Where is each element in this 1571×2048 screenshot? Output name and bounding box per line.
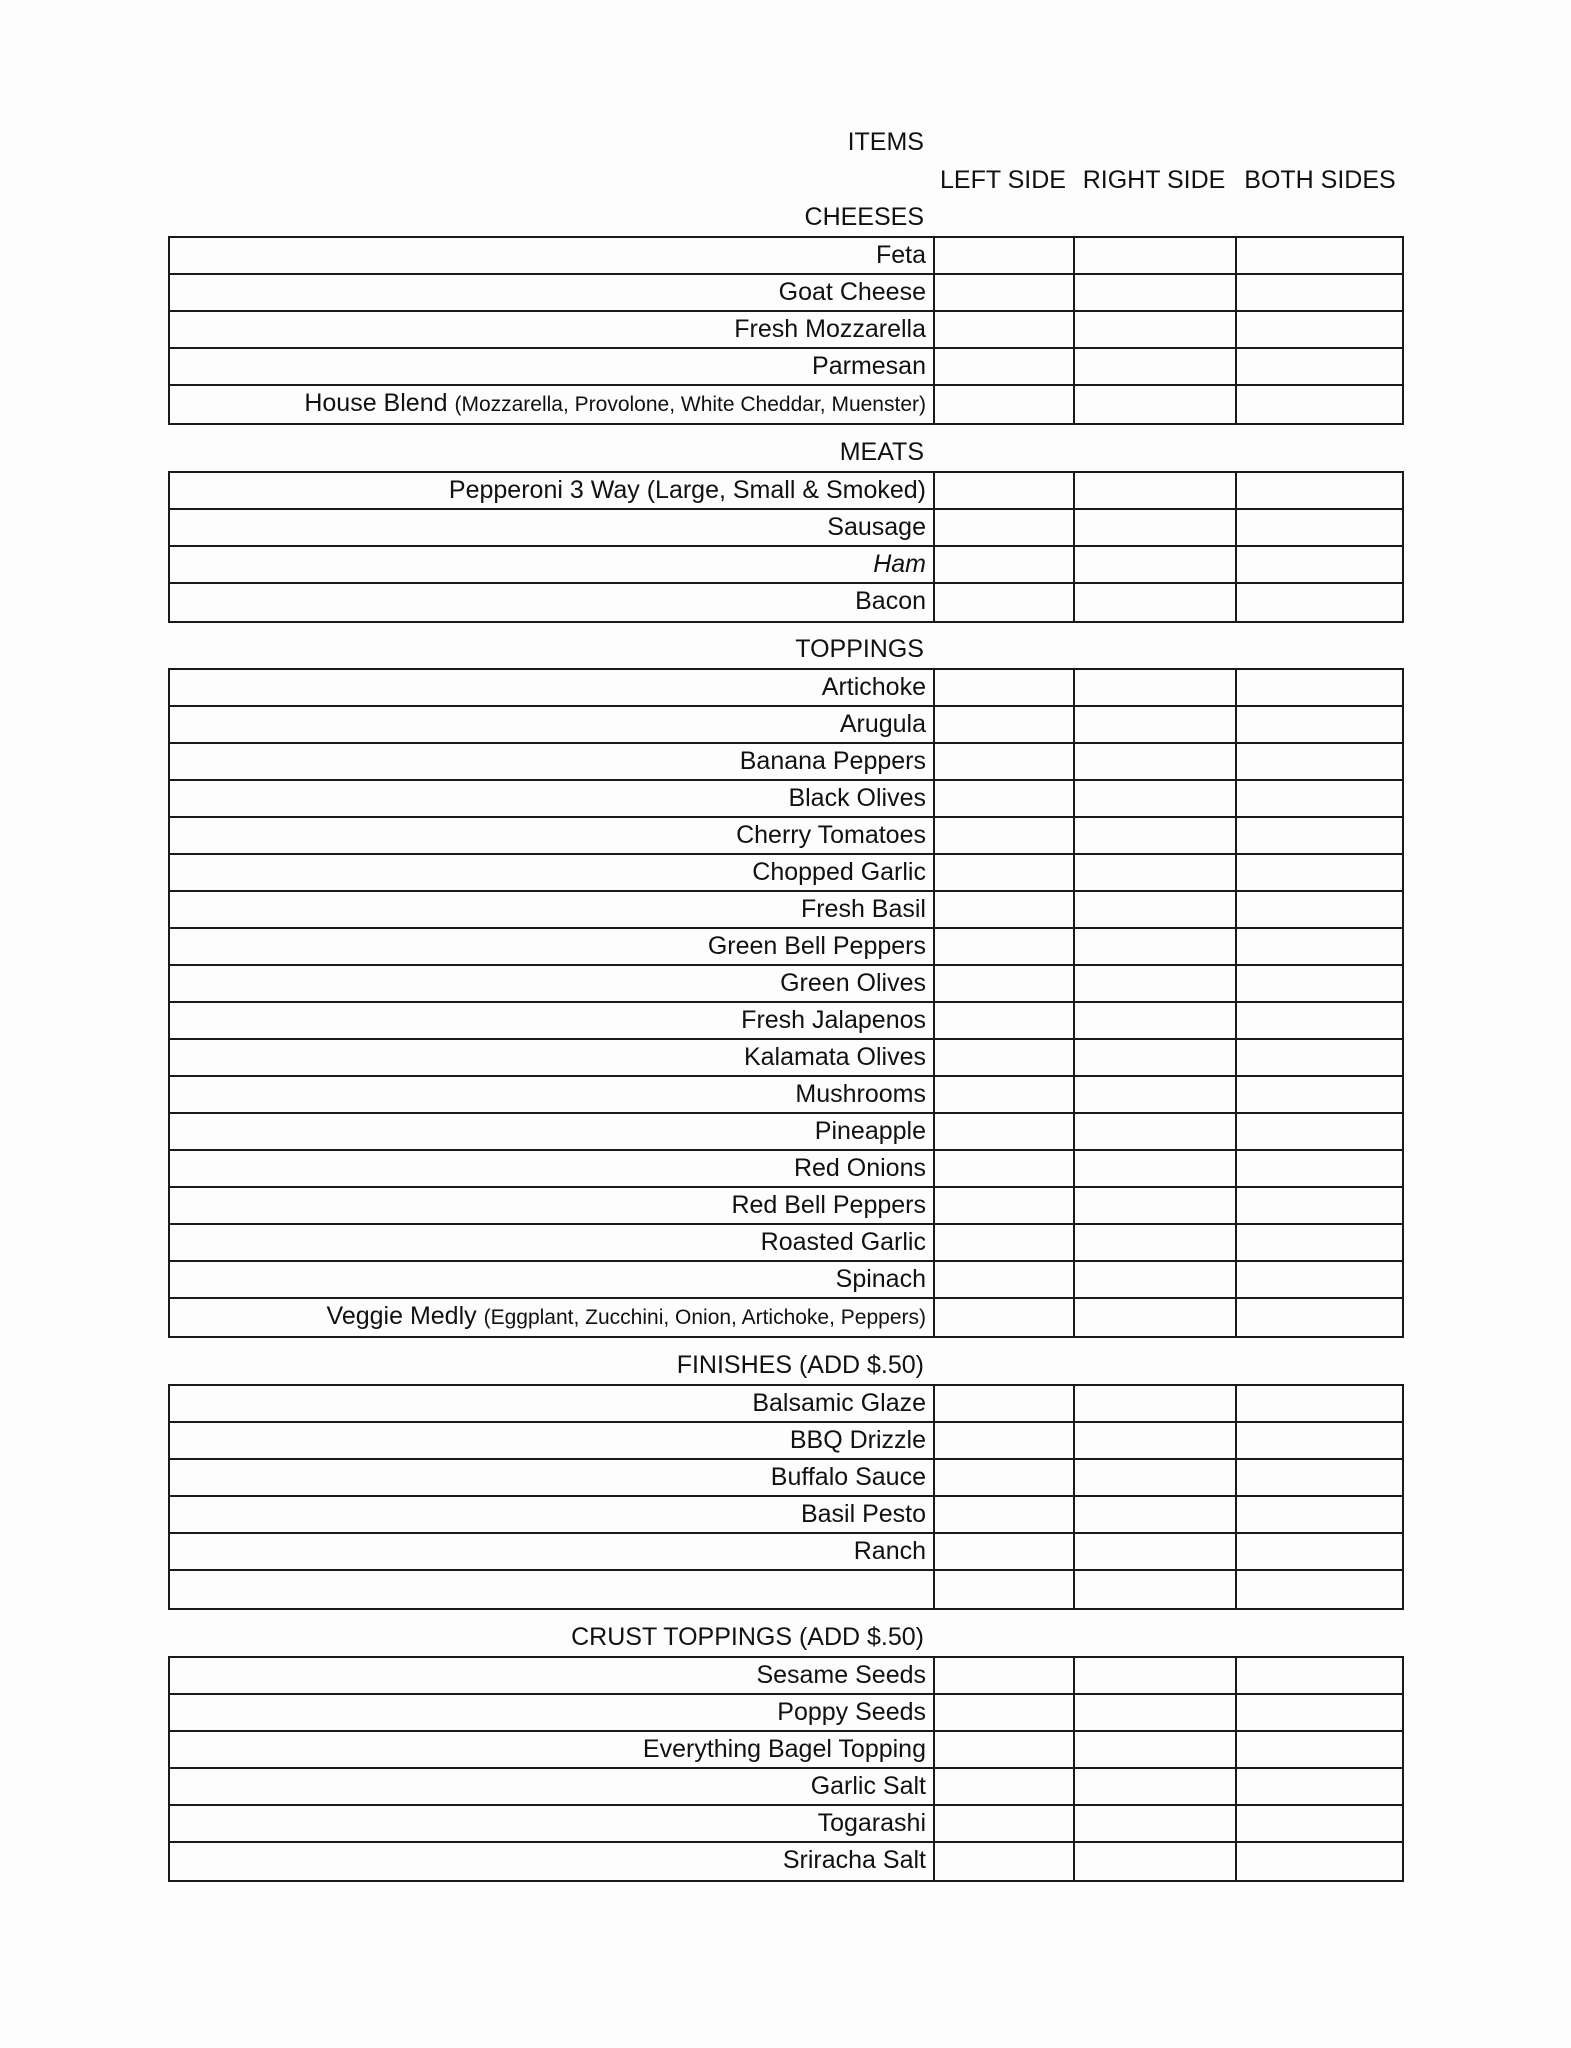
both-sides-checkbox[interactable] bbox=[1237, 1386, 1402, 1421]
item-note: (Mozzarella, Provolone, White Cheddar, Muenster) bbox=[454, 393, 926, 416]
table-row bbox=[170, 473, 1402, 510]
section-toppings bbox=[168, 630, 1404, 1338]
left-side-checkbox[interactable] bbox=[935, 1497, 1075, 1532]
right-side-checkbox[interactable] bbox=[1075, 670, 1237, 705]
cheeses-grid bbox=[168, 236, 1404, 425]
right-side-checkbox[interactable] bbox=[1075, 1151, 1237, 1186]
left-side-checkbox[interactable] bbox=[935, 892, 1075, 927]
item-label: Sesame Seeds bbox=[170, 1658, 935, 1693]
table-row bbox=[170, 1769, 1402, 1806]
right-side-checkbox[interactable] bbox=[1075, 1040, 1237, 1075]
right-side-checkbox[interactable] bbox=[1075, 1843, 1237, 1880]
table-row bbox=[170, 1077, 1402, 1114]
right-side-checkbox[interactable] bbox=[1075, 1732, 1237, 1767]
left-side-checkbox[interactable] bbox=[935, 584, 1075, 621]
item-label: Sriracha Salt bbox=[170, 1843, 935, 1880]
left-side-checkbox[interactable] bbox=[935, 275, 1075, 310]
item-label: Parmesan bbox=[170, 349, 935, 384]
left-side-checkbox[interactable] bbox=[935, 707, 1075, 742]
item-label: Veggie Medly (Eggplant, Zucchini, Onion, Artichoke, Peppers) bbox=[170, 1299, 935, 1336]
left-side-checkbox[interactable] bbox=[935, 1077, 1075, 1112]
crust-toppings-grid bbox=[168, 1656, 1404, 1882]
left-side-checkbox[interactable] bbox=[935, 1732, 1075, 1767]
right-side-checkbox[interactable] bbox=[1075, 744, 1237, 779]
left-side-checkbox[interactable] bbox=[935, 781, 1075, 816]
left-side-checkbox[interactable] bbox=[935, 238, 1075, 273]
table-row bbox=[170, 1423, 1402, 1460]
item-label: Arugula bbox=[170, 707, 935, 742]
section-title: CRUST TOPPINGS (ADD $.50) bbox=[571, 1623, 924, 1651]
meats-grid bbox=[168, 471, 1404, 623]
right-side-checkbox[interactable] bbox=[1075, 1806, 1237, 1841]
both-sides-checkbox[interactable] bbox=[1237, 1040, 1402, 1075]
item-label: Mushrooms bbox=[170, 1077, 935, 1112]
both-sides-checkbox[interactable] bbox=[1237, 1571, 1402, 1608]
right-side-checkbox[interactable] bbox=[1075, 1769, 1237, 1804]
table-row bbox=[170, 670, 1402, 707]
table-row bbox=[170, 855, 1402, 892]
item-label: Ranch bbox=[170, 1534, 935, 1569]
item-label: Togarashi bbox=[170, 1806, 935, 1841]
table-row bbox=[170, 1114, 1402, 1151]
left-side-checkbox[interactable] bbox=[935, 1534, 1075, 1569]
column-header-both-sides: BOTH SIDES bbox=[1244, 166, 1396, 194]
table-row bbox=[170, 744, 1402, 781]
finishes-grid bbox=[168, 1384, 1404, 1610]
right-side-checkbox[interactable] bbox=[1075, 349, 1237, 384]
both-sides-checkbox[interactable] bbox=[1237, 1225, 1402, 1260]
items-heading: ITEMS bbox=[847, 128, 924, 156]
table-row bbox=[170, 1262, 1402, 1299]
both-sides-checkbox[interactable] bbox=[1237, 1423, 1402, 1458]
left-side-checkbox[interactable] bbox=[935, 929, 1075, 964]
left-side-checkbox[interactable] bbox=[935, 818, 1075, 853]
table-row bbox=[170, 1003, 1402, 1040]
right-side-checkbox[interactable] bbox=[1075, 510, 1237, 545]
table-row bbox=[170, 1497, 1402, 1534]
section-title: CHEESES bbox=[804, 203, 924, 231]
both-sides-checkbox[interactable] bbox=[1237, 707, 1402, 742]
both-sides-checkbox[interactable] bbox=[1237, 966, 1402, 1001]
right-side-checkbox[interactable] bbox=[1075, 547, 1237, 582]
table-row bbox=[170, 1225, 1402, 1262]
left-side-checkbox[interactable] bbox=[935, 1040, 1075, 1075]
right-side-checkbox[interactable] bbox=[1075, 1299, 1237, 1336]
table-row bbox=[170, 707, 1402, 744]
both-sides-checkbox[interactable] bbox=[1237, 892, 1402, 927]
both-sides-checkbox[interactable] bbox=[1237, 1732, 1402, 1767]
item-label: Black Olives bbox=[170, 781, 935, 816]
table-row bbox=[170, 1806, 1402, 1843]
both-sides-checkbox[interactable] bbox=[1237, 1299, 1402, 1336]
table-row bbox=[170, 238, 1402, 275]
right-side-checkbox[interactable] bbox=[1075, 855, 1237, 890]
item-label: Chopped Garlic bbox=[170, 855, 935, 890]
item-label: Spinach bbox=[170, 1262, 935, 1297]
right-side-checkbox[interactable] bbox=[1075, 584, 1237, 621]
item-label: Green Olives bbox=[170, 966, 935, 1001]
both-sides-checkbox[interactable] bbox=[1237, 275, 1402, 310]
both-sides-checkbox[interactable] bbox=[1237, 238, 1402, 273]
both-sides-checkbox[interactable] bbox=[1237, 1460, 1402, 1495]
right-side-checkbox[interactable] bbox=[1075, 892, 1237, 927]
table-row bbox=[170, 1571, 1402, 1608]
table-row bbox=[170, 275, 1402, 312]
item-label: Sausage bbox=[170, 510, 935, 545]
left-side-checkbox[interactable] bbox=[935, 1151, 1075, 1186]
left-side-checkbox[interactable] bbox=[935, 1423, 1075, 1458]
left-side-checkbox[interactable] bbox=[935, 1769, 1075, 1804]
column-headers bbox=[0, 162, 1571, 198]
item-note: (Eggplant, Zucchini, Onion, Artichoke, Peppers) bbox=[483, 1306, 926, 1329]
both-sides-checkbox[interactable] bbox=[1237, 1114, 1402, 1149]
section-cheeses bbox=[168, 198, 1404, 425]
item-label: Red Onions bbox=[170, 1151, 935, 1186]
item-label: Bacon bbox=[170, 584, 935, 621]
table-row bbox=[170, 349, 1402, 386]
item-label: Poppy Seeds bbox=[170, 1695, 935, 1730]
left-side-checkbox[interactable] bbox=[935, 966, 1075, 1001]
item-label: Everything Bagel Topping bbox=[170, 1732, 935, 1767]
both-sides-checkbox[interactable] bbox=[1237, 1151, 1402, 1186]
right-side-checkbox[interactable] bbox=[1075, 1423, 1237, 1458]
right-side-checkbox[interactable] bbox=[1075, 1114, 1237, 1149]
right-side-checkbox[interactable] bbox=[1075, 707, 1237, 742]
both-sides-checkbox[interactable] bbox=[1237, 510, 1402, 545]
right-side-checkbox[interactable] bbox=[1075, 1188, 1237, 1223]
both-sides-checkbox[interactable] bbox=[1237, 1534, 1402, 1569]
item-label: Pepperoni 3 Way (Large, Small & Smoked) bbox=[170, 473, 935, 508]
right-side-checkbox[interactable] bbox=[1075, 966, 1237, 1001]
both-sides-checkbox[interactable] bbox=[1237, 473, 1402, 508]
right-side-checkbox[interactable] bbox=[1075, 386, 1237, 423]
item-label: Cherry Tomatoes bbox=[170, 818, 935, 853]
item-label: Fresh Mozzarella bbox=[170, 312, 935, 347]
table-row bbox=[170, 584, 1402, 621]
both-sides-checkbox[interactable] bbox=[1237, 1188, 1402, 1223]
left-side-checkbox[interactable] bbox=[935, 855, 1075, 890]
item-label: Goat Cheese bbox=[170, 275, 935, 310]
left-side-checkbox[interactable] bbox=[935, 1114, 1075, 1149]
left-side-checkbox[interactable] bbox=[935, 1386, 1075, 1421]
item-label: Red Bell Peppers bbox=[170, 1188, 935, 1223]
item-label: Buffalo Sauce bbox=[170, 1460, 935, 1495]
item-label: Feta bbox=[170, 238, 935, 273]
section-title: MEATS bbox=[839, 438, 924, 466]
section-title: FINISHES (ADD $.50) bbox=[676, 1351, 924, 1379]
item-label: Kalamata Olives bbox=[170, 1040, 935, 1075]
both-sides-checkbox[interactable] bbox=[1237, 1806, 1402, 1841]
right-side-checkbox[interactable] bbox=[1075, 275, 1237, 310]
table-row bbox=[170, 966, 1402, 1003]
item-label: Ham bbox=[170, 547, 935, 582]
item-label: BBQ Drizzle bbox=[170, 1423, 935, 1458]
both-sides-checkbox[interactable] bbox=[1237, 1497, 1402, 1532]
toppings-grid bbox=[168, 668, 1404, 1338]
left-side-checkbox[interactable] bbox=[935, 1658, 1075, 1693]
item-label: Garlic Salt bbox=[170, 1769, 935, 1804]
left-side-checkbox[interactable] bbox=[935, 1571, 1075, 1608]
section-crust-toppings bbox=[168, 1618, 1404, 1882]
right-side-checkbox[interactable] bbox=[1075, 238, 1237, 273]
item-label: Fresh Basil bbox=[170, 892, 935, 927]
left-side-checkbox[interactable] bbox=[935, 1460, 1075, 1495]
right-side-checkbox[interactable] bbox=[1075, 1386, 1237, 1421]
left-side-checkbox[interactable] bbox=[935, 1188, 1075, 1223]
right-side-checkbox[interactable] bbox=[1075, 1460, 1237, 1495]
section-title: TOPPINGS bbox=[795, 635, 924, 663]
right-side-checkbox[interactable] bbox=[1075, 473, 1237, 508]
right-side-checkbox[interactable] bbox=[1075, 1497, 1237, 1532]
table-row bbox=[170, 1843, 1402, 1880]
right-side-checkbox[interactable] bbox=[1075, 1225, 1237, 1260]
table-row bbox=[170, 1386, 1402, 1423]
right-side-checkbox[interactable] bbox=[1075, 1077, 1237, 1112]
left-side-checkbox[interactable] bbox=[935, 1695, 1075, 1730]
section-finishes bbox=[168, 1346, 1404, 1610]
left-side-checkbox[interactable] bbox=[935, 1262, 1075, 1297]
table-row bbox=[170, 1460, 1402, 1497]
both-sides-checkbox[interactable] bbox=[1237, 818, 1402, 853]
both-sides-checkbox[interactable] bbox=[1237, 744, 1402, 779]
table-row bbox=[170, 1040, 1402, 1077]
left-side-checkbox[interactable] bbox=[935, 349, 1075, 384]
table-row bbox=[170, 1658, 1402, 1695]
both-sides-checkbox[interactable] bbox=[1237, 349, 1402, 384]
right-side-checkbox[interactable] bbox=[1075, 312, 1237, 347]
left-side-checkbox[interactable] bbox=[935, 312, 1075, 347]
table-row bbox=[170, 781, 1402, 818]
both-sides-checkbox[interactable] bbox=[1237, 1658, 1402, 1693]
both-sides-checkbox[interactable] bbox=[1237, 1769, 1402, 1804]
table-row bbox=[170, 1732, 1402, 1769]
right-side-checkbox[interactable] bbox=[1075, 1534, 1237, 1569]
left-side-checkbox[interactable] bbox=[935, 473, 1075, 508]
right-side-checkbox[interactable] bbox=[1075, 1003, 1237, 1038]
left-side-checkbox[interactable] bbox=[935, 1225, 1075, 1260]
item-label: House Blend (Mozzarella, Provolone, White Cheddar, Muenster) bbox=[170, 386, 935, 423]
both-sides-checkbox[interactable] bbox=[1237, 929, 1402, 964]
both-sides-checkbox[interactable] bbox=[1237, 547, 1402, 582]
item-label: Banana Peppers bbox=[170, 744, 935, 779]
left-side-checkbox[interactable] bbox=[935, 547, 1075, 582]
table-row bbox=[170, 1534, 1402, 1571]
table-row bbox=[170, 1299, 1402, 1336]
both-sides-checkbox[interactable] bbox=[1237, 1077, 1402, 1112]
table-row bbox=[170, 929, 1402, 966]
item-label: Fresh Jalapenos bbox=[170, 1003, 935, 1038]
right-side-checkbox[interactable] bbox=[1075, 1262, 1237, 1297]
table-row bbox=[170, 1695, 1402, 1732]
left-side-checkbox[interactable] bbox=[935, 1003, 1075, 1038]
left-side-checkbox[interactable] bbox=[935, 1843, 1075, 1880]
column-header-right-side: RIGHT SIDE bbox=[1082, 166, 1226, 194]
left-side-checkbox[interactable] bbox=[935, 510, 1075, 545]
right-side-checkbox[interactable] bbox=[1075, 1695, 1237, 1730]
left-side-checkbox[interactable] bbox=[935, 744, 1075, 779]
item-label: Green Bell Peppers bbox=[170, 929, 935, 964]
item-label: Roasted Garlic bbox=[170, 1225, 935, 1260]
table-row bbox=[170, 312, 1402, 349]
left-side-checkbox[interactable] bbox=[935, 670, 1075, 705]
right-side-checkbox[interactable] bbox=[1075, 818, 1237, 853]
both-sides-checkbox[interactable] bbox=[1237, 781, 1402, 816]
both-sides-checkbox[interactable] bbox=[1237, 670, 1402, 705]
table-row bbox=[170, 547, 1402, 584]
both-sides-checkbox[interactable] bbox=[1237, 1003, 1402, 1038]
item-label: Balsamic Glaze bbox=[170, 1386, 935, 1421]
table-row bbox=[170, 386, 1402, 423]
left-side-checkbox[interactable] bbox=[935, 1806, 1075, 1841]
table-row bbox=[170, 1188, 1402, 1225]
both-sides-checkbox[interactable] bbox=[1237, 855, 1402, 890]
left-side-checkbox[interactable] bbox=[935, 1299, 1075, 1336]
both-sides-checkbox[interactable] bbox=[1237, 386, 1402, 423]
right-side-checkbox[interactable] bbox=[1075, 1658, 1237, 1693]
column-header-left-side: LEFT SIDE bbox=[940, 166, 1066, 194]
item-label bbox=[170, 1571, 935, 1608]
both-sides-checkbox[interactable] bbox=[1237, 1262, 1402, 1297]
both-sides-checkbox[interactable] bbox=[1237, 312, 1402, 347]
right-side-checkbox[interactable] bbox=[1075, 781, 1237, 816]
section-meats bbox=[168, 433, 1404, 623]
table-row bbox=[170, 1151, 1402, 1188]
both-sides-checkbox[interactable] bbox=[1237, 584, 1402, 621]
item-label: Artichoke bbox=[170, 670, 935, 705]
table-row bbox=[170, 892, 1402, 929]
right-side-checkbox[interactable] bbox=[1075, 929, 1237, 964]
right-side-checkbox[interactable] bbox=[1075, 1571, 1237, 1608]
both-sides-checkbox[interactable] bbox=[1237, 1695, 1402, 1730]
table-row bbox=[170, 510, 1402, 547]
item-label: Pineapple bbox=[170, 1114, 935, 1149]
left-side-checkbox[interactable] bbox=[935, 386, 1075, 423]
item-label: Basil Pesto bbox=[170, 1497, 935, 1532]
table-row bbox=[170, 818, 1402, 855]
both-sides-checkbox[interactable] bbox=[1237, 1843, 1402, 1880]
